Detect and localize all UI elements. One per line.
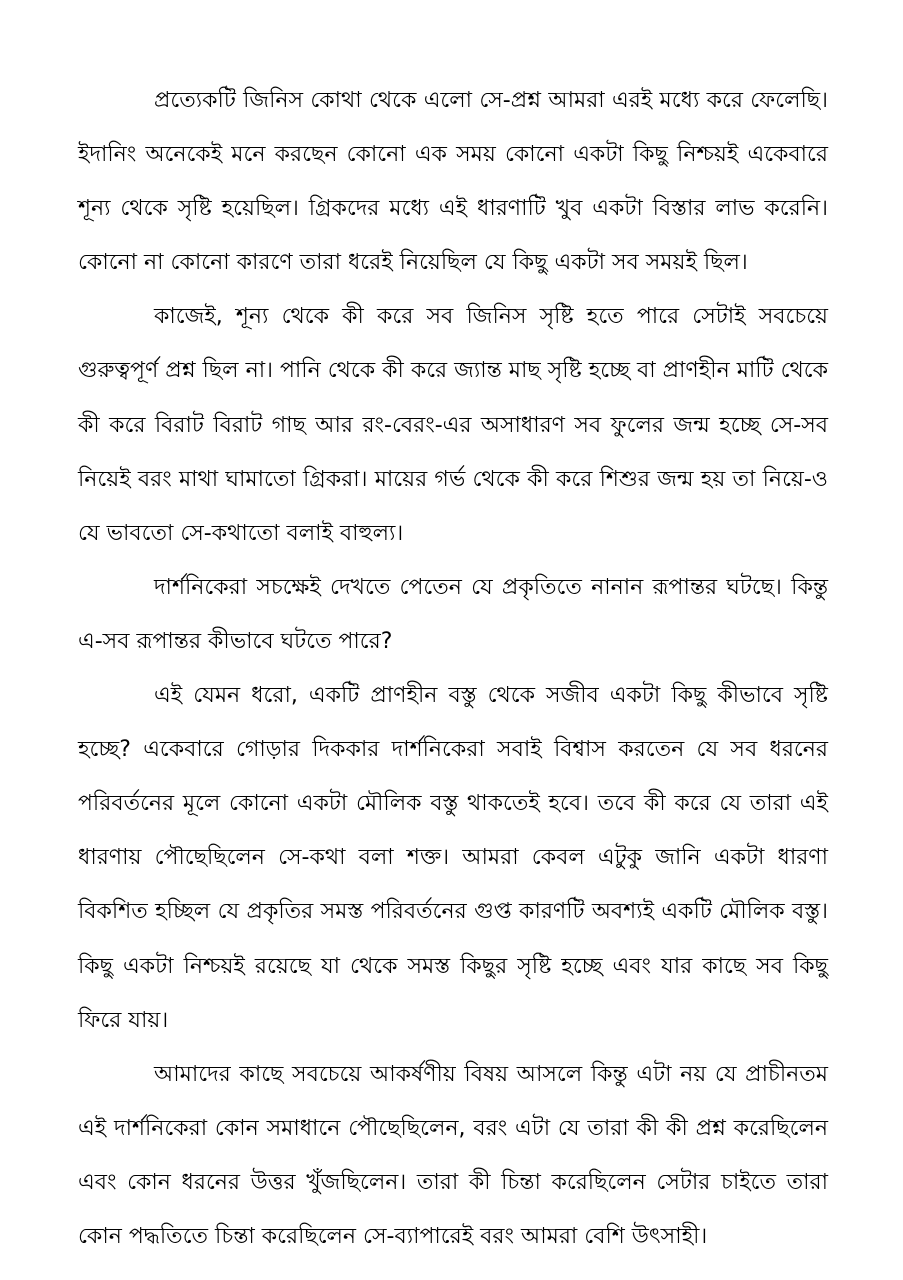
document-page (78, 74, 828, 1264)
paragraph: এই যেমন ধরো, একটি প্রাণহীন বস্তু থেকে সজীব একটা কিছু কীভাবে সৃষ্টি হচ্ছে? একেবারে গোড়ার দিককার দার্শনিকেরা সবাই বিশ্বাস করতেন যে সব ধরনের পরিবর্তনের মূলে কোনো একটা মৌলিক বস্তু থাকতেই হবে। তবে কী করে যে তারা এই ধারণায় পৌছেছিলেন সে-কথা বলা শক্ত। আমরা কেবল এটুকু জানি একটা ধারণা বিকশিত হচ্ছিল যে প্রকৃতির সমস্ত পরিবর্তনের গুপ্ত কারণটি অবশ্যই একটি মৌলিক বস্তু। কিছু একটা নিশ্চয়ই রয়েছে যা থেকে সমস্ত কিছুর সৃষ্টি হচ্ছে এবং যার কাছে সব কিছু ফিরে যায়। (78, 683, 828, 1033)
paragraph: প্রত্যেকটি জিনিস কোথা থেকে এলো সে-প্রশ্ন আমরা এরই মধ্যে করে ফেলেছি। ইদানিং অনেকেই মনে করছেন কোনো এক সময় কোনো একটা কিছু নিশ্চয়ই একেবারে শূন্য থেকে সৃষ্টি হয়েছিল। গ্রিকদের মধ্যে এই ধারণাটি খুব একটা বিস্তার লাভ করেনি। কোনো না কোনো কারণে তারা ধরেই নিয়েছিল যে কিছু একটা সব সময়ই ছিল। (78, 88, 828, 276)
paragraph: দার্শনিকেরা সচক্ষেই দেখতে পেতেন যে প্রকৃতিতে নানান রূপান্তর ঘটছে। কিন্তু এ-সব রূপান্তর কীভাবে ঘটতে পারে? (78, 574, 828, 654)
paragraph: কাজেই, শূন্য থেকে কী করে সব জিনিস সৃষ্টি হতে পারে সেটাই সবচেয়ে গুরুত্বপূর্ণ প্রশ্ন ছিল না। পানি থেকে কী করে জ্যান্ত মাছ সৃষ্টি হচ্ছে বা প্রাণহীন মাটি থেকে কী করে বিরাট বিরাট গাছ আর রং-বেরং-এর অসাধারণ সব ফুলের জন্ম হচ্ছে সে-সব নিয়েই বরং মাথা ঘামাতো গ্রিকরা। মায়ের গর্ভ থেকে কী করে শিশুর জন্ম হয় তা নিয়ে-ও যে ভাবতো সে-কথাতো বলাই বাহুল্য। (78, 304, 828, 546)
paragraph: আমাদের কাছে সবচেয়ে আকর্ষণীয় বিষয় আসলে কিন্তু এটা নয় যে প্রাচীনতম এই দার্শনিকেরা কোন সমাধানে পৌছেছিলেন, বরং এটা যে তারা কী কী প্রশ্ন করেছিলেন এবং কোন ধরনের উত্তর খুঁজছিলেন। তারা কী চিন্তা করেছিলেন সেটার চাইতে তারা কোন পদ্ধতিতে চিন্তা করেছিলেন সে-ব্যাপারেই বরং আমরা বেশি উৎসাহী। (78, 1061, 828, 1249)
